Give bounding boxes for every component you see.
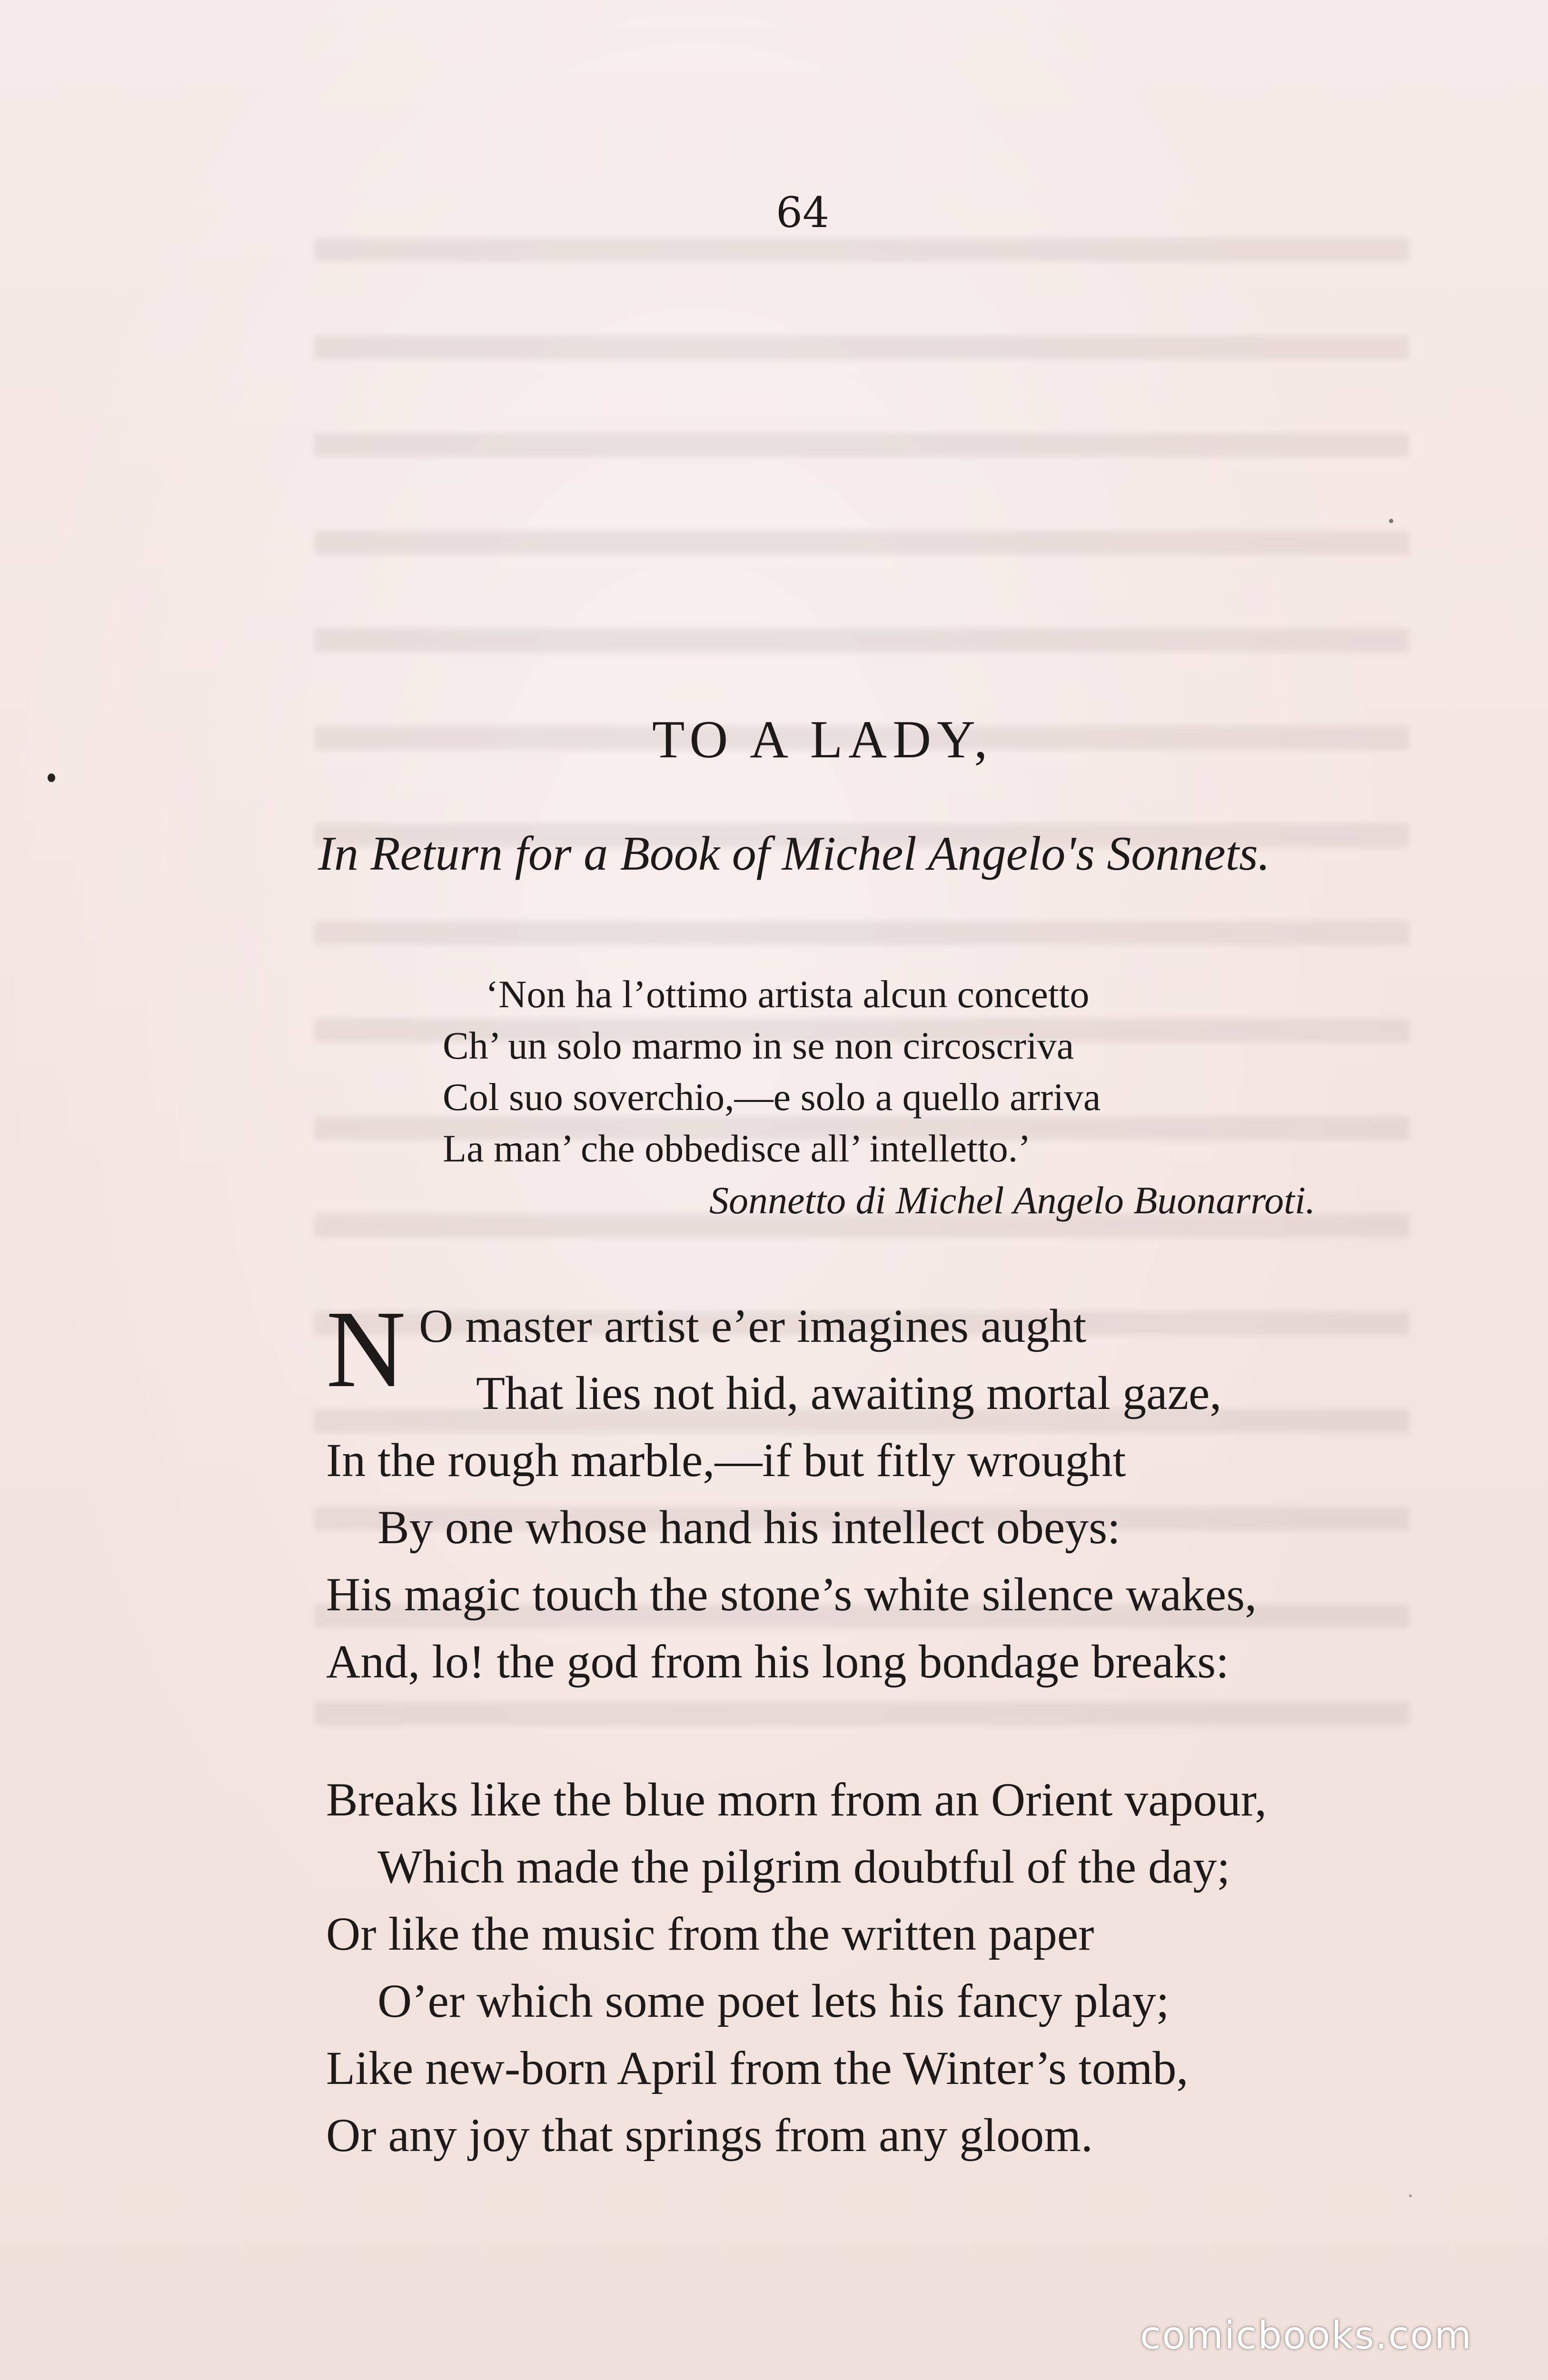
- stanza-2: [326, 1766, 1267, 2169]
- ink-speck: [1409, 2194, 1412, 2197]
- poem-line: O master artist e’er imagines aught: [419, 1299, 1087, 1352]
- poem-line: His magic touch the stone’s white silence wakes,: [326, 1568, 1257, 1621]
- poem-line: Like new-born April from the Winter’s tomb,: [326, 2042, 1189, 2094]
- poem-line: And, lo! the god from his long bondage breaks:: [326, 1635, 1229, 1688]
- epigraph-line: Col suo soverchio,—e solo a quello arriva: [443, 1075, 1101, 1119]
- ink-speck: [48, 774, 55, 782]
- epigraph: [443, 969, 1101, 1174]
- watermark: comicbooks.com: [1140, 2313, 1473, 2358]
- poem-line: By one whose hand his intellect obeys:: [377, 1501, 1121, 1554]
- epigraph-line: ‘Non ha l’ottimo artista alcun concetto: [486, 972, 1090, 1016]
- poem-subtitle: In Return for a Book of Michel Angelo's Sonnets.: [318, 827, 1270, 881]
- poem-line: Or any joy that springs from any gloom.: [326, 2109, 1093, 2162]
- drop-cap: N: [326, 1288, 406, 1410]
- poem-line: That lies not hid, awaiting mortal gaze,: [476, 1367, 1222, 1419]
- poem-line: Or like the music from the written paper: [326, 1907, 1094, 1960]
- epigraph-attribution: Sonnetto di Michel Angelo Buonarroti.: [709, 1179, 1316, 1222]
- poem-line: O’er which some poet lets his fancy play;: [377, 1974, 1170, 2027]
- epigraph-line: La man’ che obbedisce all’ intelletto.’: [443, 1127, 1031, 1170]
- poem-line: In the rough marble,—if but fitly wrought: [326, 1434, 1126, 1487]
- poem-line: Breaks like the blue morn from an Orient vapour,: [326, 1773, 1267, 1826]
- epigraph-line: Ch’ un solo marmo in se non circoscriva: [443, 1024, 1074, 1067]
- poem-line: Which made the pilgrim doubtful of the day;: [377, 1840, 1230, 1893]
- stanza-1: [326, 1288, 1257, 1695]
- poem-title: TO A LADY,: [652, 710, 993, 769]
- page-number: 64: [776, 188, 829, 237]
- ink-speck: [1389, 519, 1393, 523]
